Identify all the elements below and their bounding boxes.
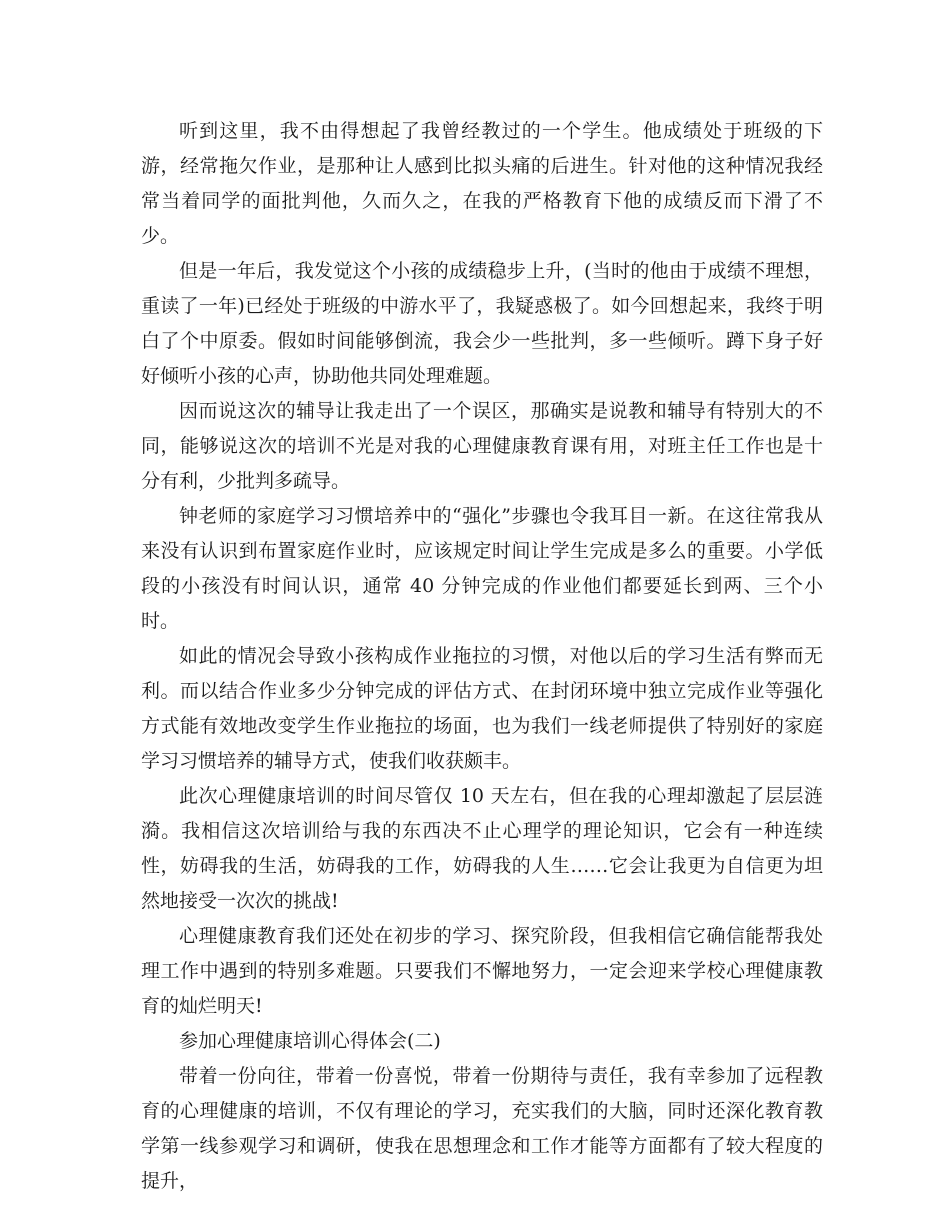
paragraph: 但是一年后，我发觉这个小孩的成绩稳步上升，(当时的他由于成绩不理想，重读了一年)已经处于班级的中游水平了，我疑惑极了。如今回想起来，我终于明白了个中原委。假如时间能够倒流，我会少一些批判，多一些倾听。蹲下身子好好倾听小孩的心声，协助他共同处理难题。: [141, 260, 823, 387]
section-heading: 参加心理健康培训心得体会(二): [179, 1030, 441, 1052]
paragraph: 听到这里，我不由得想起了我曾经教过的一个学生。他成绩处于班级的下游，经常拖欠作业，是那种让人感到比拟头痛的后进生。针对他的这种情况我经常当着同学的面批判他，久而久之，在我的严格教育下他的成绩反而下滑了不少。: [141, 120, 823, 247]
paragraph: 此次心理健康培训的时间尽管仅 10 天左右，但在我的心理却激起了层层涟漪。我相信这次培训给与我的东西决不止心理学的理论知识，它会有一种连续性，妨碍我的生活，妨碍我的工作，妨碍我的人生……它会让我更为自信更为坦然地接受一次次的挑战!: [141, 785, 823, 912]
paragraph: 钟老师的家庭学习习惯培养中的“强化”步骤也令我耳目一新。在这往常我从来没有认识到布置家庭作业时，应该规定时间让学生完成是多么的重要。小学低段的小孩没有时间认识，通常 40 分钟完成的作业他们都要延长到两、三个小时。: [141, 505, 823, 632]
paragraph: 心理健康教育我们还处在初步的学习、探究阶段，但我相信它确信能帮我处理工作中遇到的特别多难题。只要我们不懈地努力，一定会迎来学校心理健康教育的灿烂明天!: [141, 925, 823, 1017]
paragraph: 因而说这次的辅导让我走出了一个误区，那确实是说教和辅导有特别大的不同，能够说这次的培训不光是对我的心理健康教育课有用，对班主任工作也是十分有利，少批判多疏导。: [141, 400, 823, 492]
paragraph: 如此的情况会导致小孩构成作业拖拉的习惯，对他以后的学习生活有弊而无利。而以结合作业多少分钟完成的评估方式、在封闭环境中独立完成作业等强化方式能有效地改变学生作业拖拉的场面，也为我们一线老师提供了特别好的家庭学习习惯培养的辅导方式，使我们收获颇丰。: [141, 645, 823, 772]
document-body: [141, 114, 823, 1199]
paragraph: 带着一份向往，带着一份喜悦，带着一份期待与责任，我有幸参加了远程教育的心理健康的培训，不仅有理论的学习，充实我们的大脑，同时还深化教育教学第一线参观学习和调研，使我在思想理念和工作才能等方面都有了较大程度的提升，: [141, 1065, 823, 1192]
